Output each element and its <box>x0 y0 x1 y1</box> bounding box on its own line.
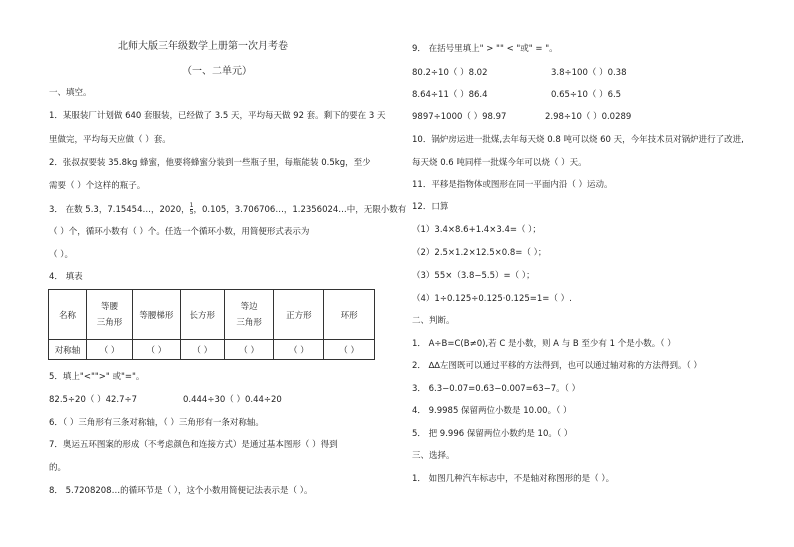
table-header-rectangle: 长方形 <box>180 290 224 340</box>
table-header-isosceles-triangle: 等腰 三角形 <box>87 290 133 340</box>
question-9-row-3-b: 2.98÷10（ ）0.0289 <box>545 112 632 122</box>
table-cell-blank[interactable]: （ ） <box>180 340 224 360</box>
question-3-line-1 <box>49 203 406 216</box>
table-cell-blank[interactable]: （ ） <box>87 340 133 360</box>
table-cell-blank[interactable]: （ ） <box>324 340 375 360</box>
question-9-heading: 9． 在括号里填上" > "" < "或" = "。 <box>412 44 558 54</box>
question-3-text-after: ，0.105，3.706706…，1.2356024…中，无限小数有 <box>193 205 407 215</box>
question-4-heading: 4． 填表 <box>49 272 83 282</box>
table-header-equilateral-triangle: 等边 三角形 <box>224 290 274 340</box>
table-header-square: 正方形 <box>274 290 324 340</box>
question-3-line-2: （ ）个，循环小数有（ ）个。任选一个循环小数，用简便形式表示为 <box>49 227 310 237</box>
question-3-text-before: 3． 在数 5.3，7.15454…，2020， <box>49 205 190 215</box>
question-7-line-2: 的。 <box>49 463 67 473</box>
section-fill-blank-heading: 一、填空。 <box>49 88 92 98</box>
question-6: 6．（ ）三角形有三条对称轴，（ ）三角形有一条对称轴。 <box>49 418 264 428</box>
fraction-denominator: 5 <box>189 209 194 216</box>
question-9-row-2-b: 0.65÷10（ ）6.5 <box>551 90 622 100</box>
question-1-line-1: 1．某服装厂计划做 640 套服装，已经做了 3.5 天，平均每天做 92 套。剩下的要在 3 天 <box>49 111 386 121</box>
question-11: 11．平移是指物体或图形在同一平面内沿（ ）运动。 <box>412 180 613 190</box>
section-judge-heading: 二、判断。 <box>412 316 455 326</box>
judge-3: 3． 6.3−0.07=0.63−0.007=63−7。（ ） <box>412 384 581 394</box>
question-3-line-3: （ ）。 <box>49 250 73 260</box>
question-2-line-1: 2．张叔叔要装 35.8kg 蜂蜜，他要将蜂蜜分装到一些瓶子里，每瓶能装 0.5kg，至少 <box>49 158 371 168</box>
question-5-item-1: 82.5÷20（ ）42.7÷7 <box>49 395 138 405</box>
table-header-name: 名称 <box>49 290 87 340</box>
table-cell-blank[interactable]: （ ） <box>132 340 180 360</box>
question-7-line-1: 7．奥运五环图案的形成（不考虑颜色和连接方式）是通过基本图形（ ）得到 <box>49 440 338 450</box>
question-5-item-2: 0.444÷30（ ）0.44÷20 <box>183 395 282 405</box>
table-header-isosceles-trapezoid: 等腰梯形 <box>132 290 180 340</box>
table-header-ring: 环形 <box>324 290 375 340</box>
fraction-numerator: 1 <box>189 202 194 209</box>
question-1-line-2: 里做完，平均每天应做（ ）套。 <box>49 135 171 145</box>
question-5-heading: 5．填上"<"">" 或"="。 <box>49 372 145 382</box>
page-title: 北师大版三年级数学上册第一次月考卷 <box>118 41 288 52</box>
question-9-row-1-b: 3.8÷100（ ）0.38 <box>551 68 627 78</box>
choice-1: 1． 如图几种汽车标志中，不是轴对称图形的是（ ）。 <box>412 474 615 484</box>
page-subtitle: （一、二单元） <box>182 66 252 77</box>
question-2-line-2: 需要（ ）个这样的瓶子。 <box>49 181 146 191</box>
question-10-line-1: 10．锅炉房运进一批煤,去年每天烧 0.8 吨可以烧 60 天，今年技术员对锅炉进行了改进, <box>412 135 744 145</box>
judge-1: 1． A÷B=C(B≠0),若 C 是小数，则 A 与 B 至少有 1 个是小数。（ ） <box>412 339 676 349</box>
judge-2: 2． ∆∆左图既可以通过平移的方法得到，也可以通过轴对称的方法得到。（ ） <box>412 361 702 371</box>
judge-4: 4． 9.9985 保留两位小数是 10.00。（ ） <box>412 406 572 416</box>
mental-calc-1: （1）3.4×8.6+1.4×3.4=（ ）； <box>412 225 541 235</box>
mental-calc-3: （3）55×（3.8−5.5）=（ ）； <box>412 271 535 281</box>
table-row-label-axis: 对称轴 <box>49 340 87 360</box>
table-cell-blank[interactable]: （ ） <box>224 340 274 360</box>
symmetry-table <box>48 289 375 360</box>
mental-calc-4: （4）1÷0.125÷0.125·0.125=1=（ ）. <box>412 294 572 304</box>
section-choice-heading: 三、选择。 <box>412 451 455 461</box>
question-9-row-3-a: 9897÷1000（ ）98.97 <box>412 112 507 122</box>
table-cell-blank[interactable]: （ ） <box>274 340 324 360</box>
question-12-heading: 12．口算 <box>412 202 449 212</box>
question-9-row-2-a: 8.64÷11（ ）86.4 <box>412 90 488 100</box>
judge-5: 5． 把 9.996 保留两位小数约是 10。（ ） <box>412 429 573 439</box>
question-10-line-2: 每天烧 0.6 吨同样一批煤今年可以烧（ ）天。 <box>412 158 587 168</box>
question-9-row-1-a: 80.2÷10（ ）8.02 <box>412 68 488 78</box>
question-8: 8． 5.7208208…的循环节是（ ），这个小数用简便记法表示是（ ）。 <box>49 486 313 496</box>
mental-calc-2: （2）2.5×1.2×12.5×0.8=（ ）； <box>412 248 547 258</box>
